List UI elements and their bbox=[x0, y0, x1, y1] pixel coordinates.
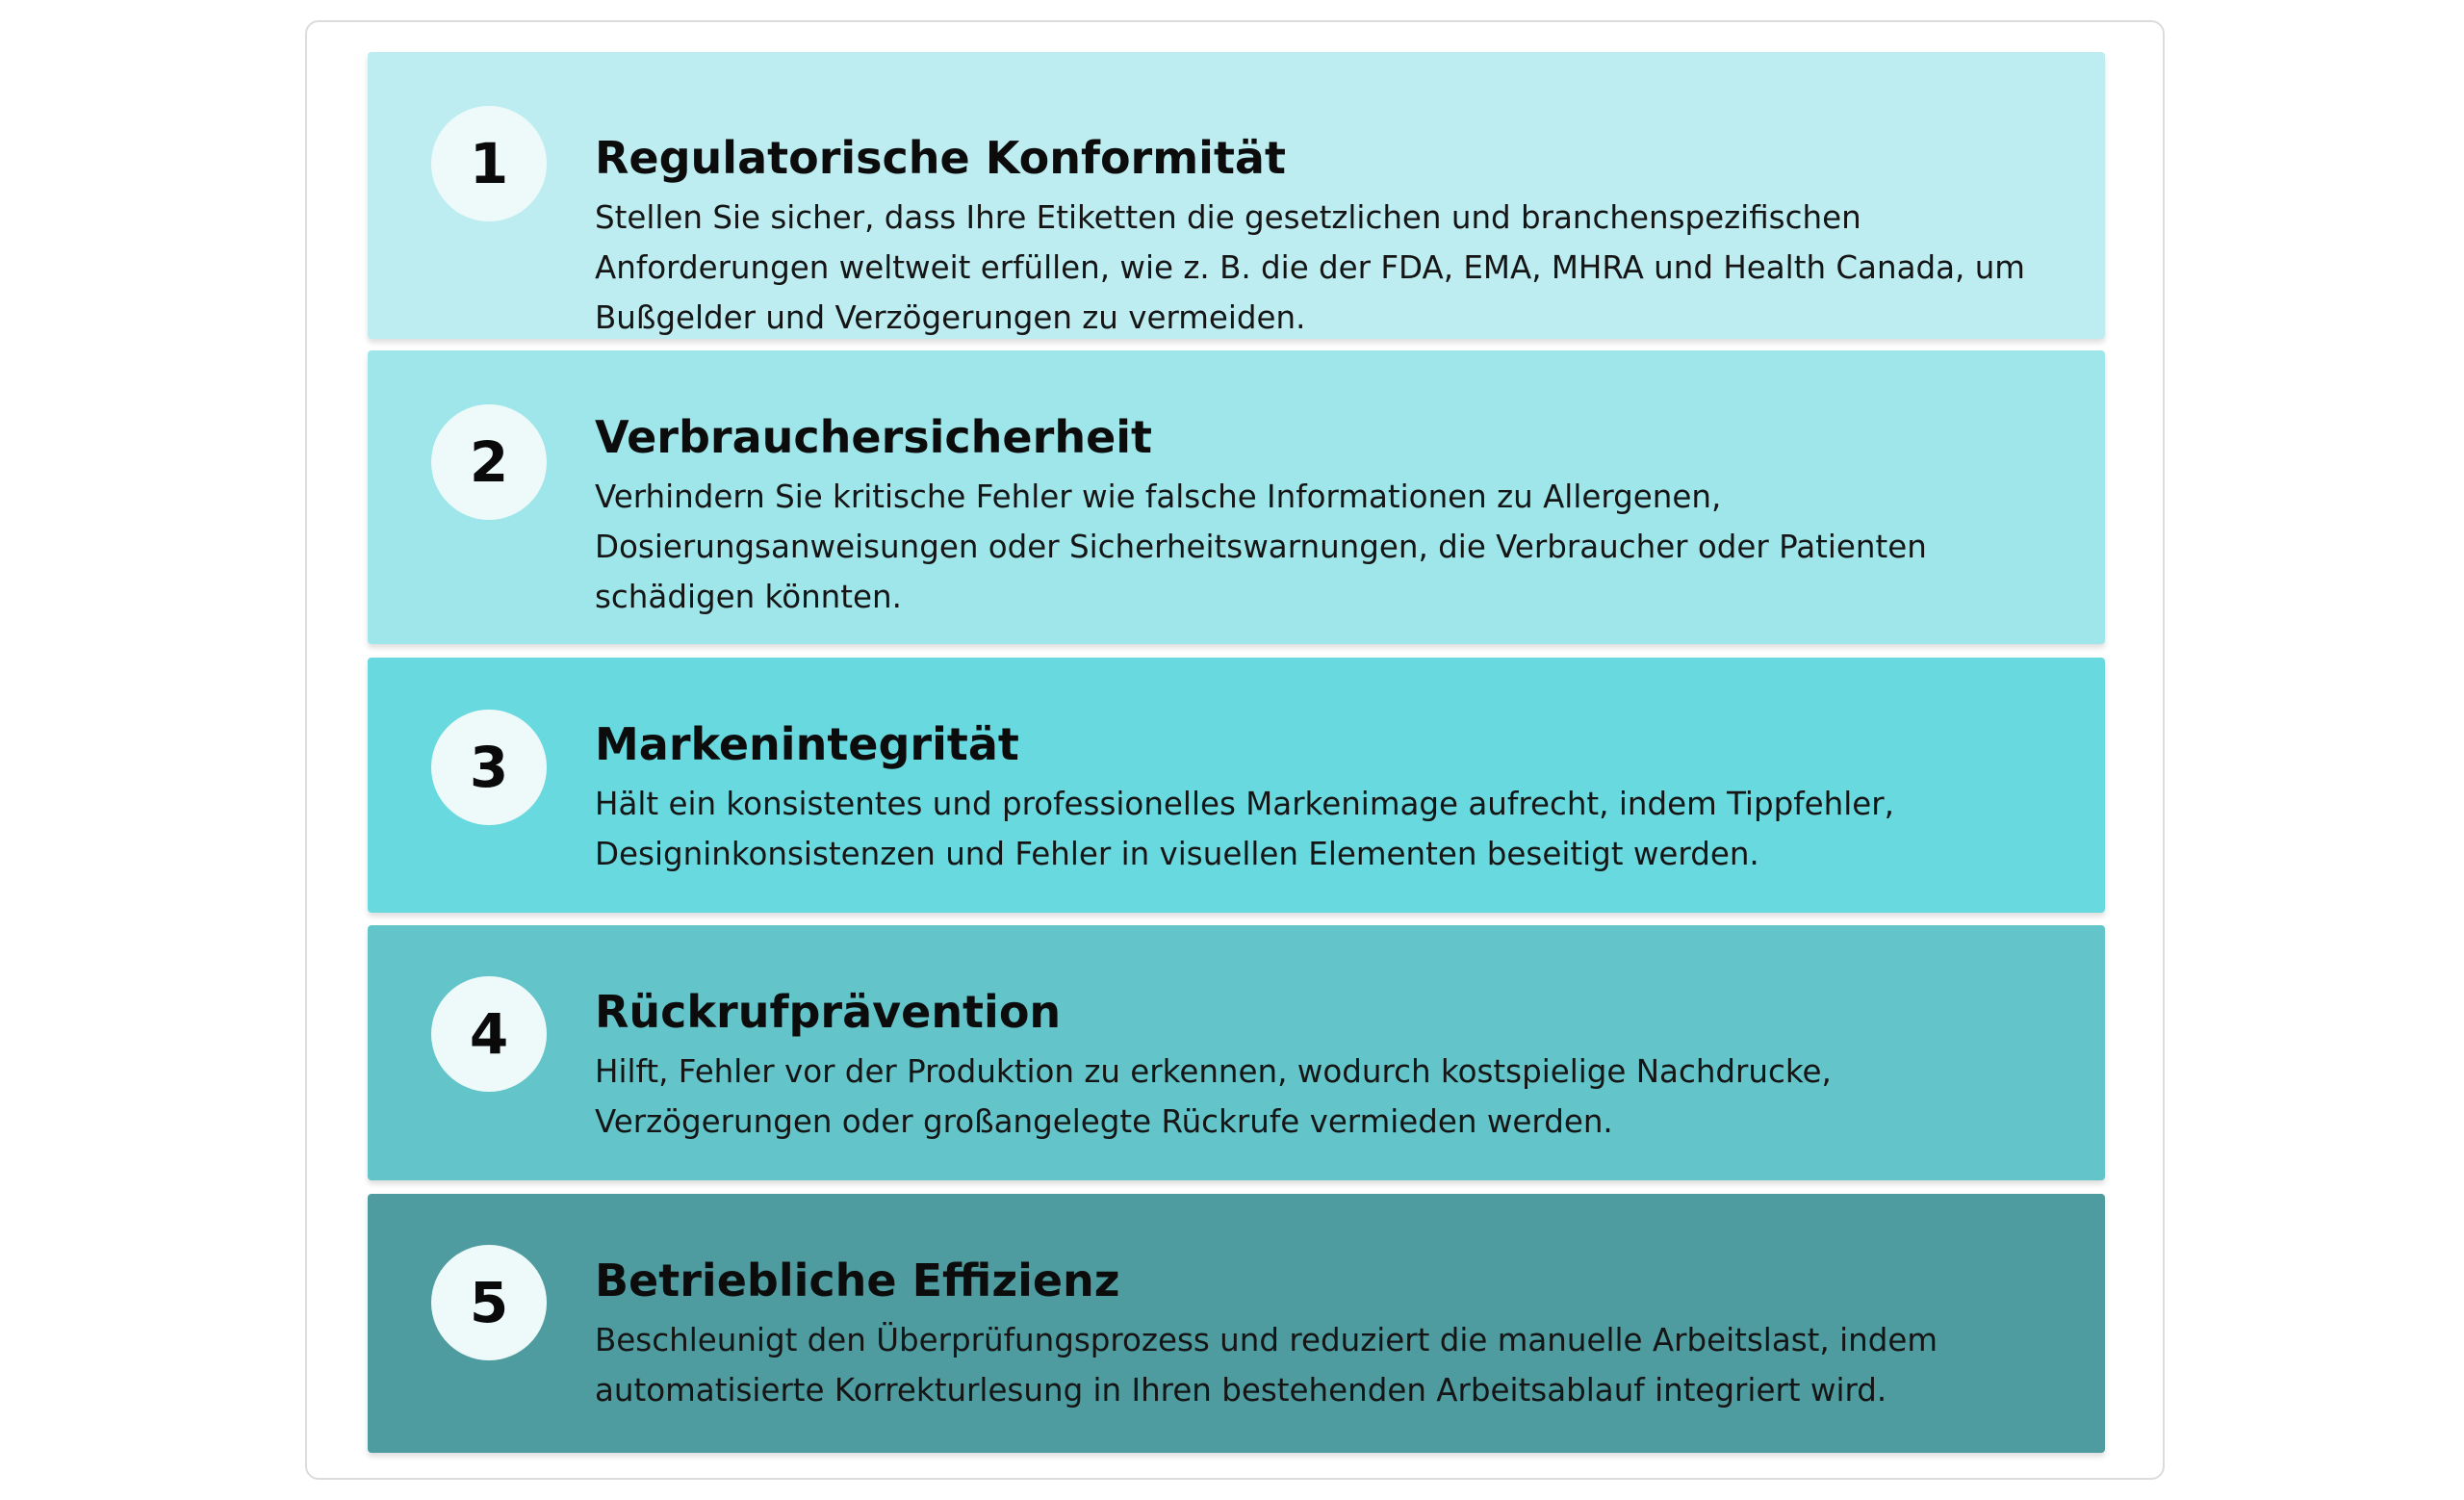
benefit-title: Verbrauchersicherheit bbox=[595, 411, 1153, 463]
benefit-card-4 bbox=[368, 925, 2105, 1180]
benefit-title: Regulatorische Konformität bbox=[595, 132, 1286, 184]
benefits-panel bbox=[305, 20, 2165, 1480]
benefit-description: Verhindern Sie kritische Fehler wie falsche Informationen zu Allergenen, Dosierungsanweisungen oder Sicherheitswarnungen, die Verbraucher oder Patienten schädigen könnten. bbox=[595, 478, 1927, 615]
benefit-description: Beschleunigt den Überprüfungsprozess und reduziert die manuelle Arbeitslast, indem automatisierte Korrekturlesung in Ihren bestehenden Arbeitsablauf integriert wird. bbox=[595, 1322, 1938, 1409]
benefit-description: Stellen Sie sicher, dass Ihre Etiketten die gesetzlichen und branchenspezifischen Anforderungen weltweit erfüllen, wie z. B. die der FDA, EMA, MHRA und Health Canada, um Bußgelder und Verzögerungen zu vermeiden. bbox=[595, 199, 2025, 336]
benefit-description: Hilft, Fehler vor der Produktion zu erkennen, wodurch kostspielige Nachdrucke, Verzögerungen oder großangelegte Rückrufe vermieden werden. bbox=[595, 1053, 1832, 1140]
benefit-card-3 bbox=[368, 658, 2105, 913]
number-badge: 5 bbox=[431, 1245, 547, 1360]
benefit-title: Markenintegrität bbox=[595, 718, 1019, 770]
number-badge: 1 bbox=[431, 106, 547, 221]
benefit-card-1 bbox=[368, 52, 2105, 339]
benefit-card-2 bbox=[368, 350, 2105, 644]
number-badge: 3 bbox=[431, 710, 547, 825]
benefit-card-5 bbox=[368, 1194, 2105, 1453]
number-badge: 4 bbox=[431, 976, 547, 1092]
number-badge: 2 bbox=[431, 404, 547, 520]
benefit-title: Betriebliche Effizienz bbox=[595, 1254, 1120, 1306]
benefit-title: Rückrufprävention bbox=[595, 986, 1062, 1038]
benefit-description: Hält ein konsistentes und professionelles Markenimage aufrecht, indem Tippfehler, Designinkonsistenzen und Fehler in visuellen Elementen beseitigt werden. bbox=[595, 786, 1894, 872]
